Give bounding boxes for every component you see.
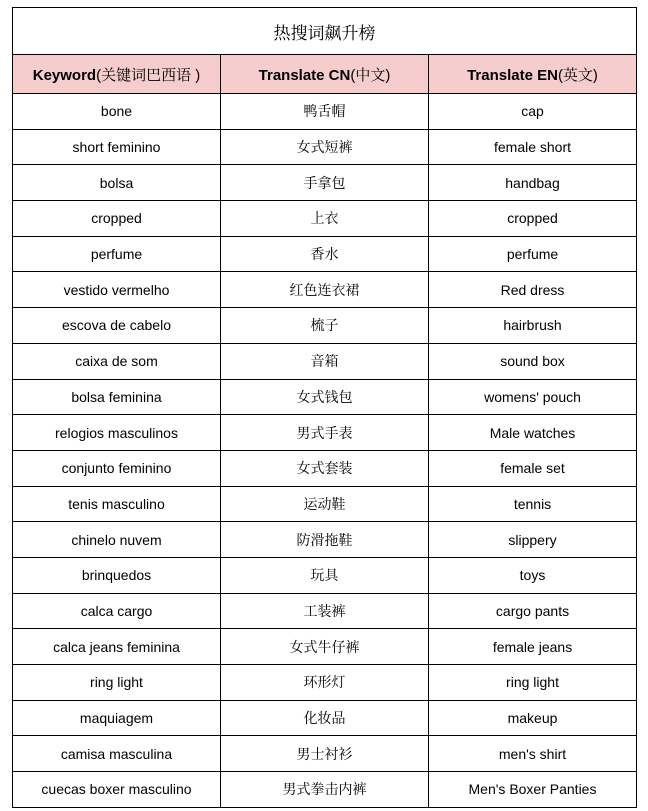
- translate-en-cell: ring light: [429, 665, 637, 701]
- keyword-cell: ring light: [13, 665, 221, 701]
- keyword-cell: vestido vermelho: [13, 272, 221, 308]
- translate-en-cell: Red dress: [429, 272, 637, 308]
- translate-cn-cell: 音箱: [221, 343, 429, 379]
- keyword-cell: relogios masculinos: [13, 415, 221, 451]
- table-row: [13, 165, 637, 201]
- column-header-translate-cn: [221, 55, 429, 94]
- keyword-cell: perfume: [13, 236, 221, 272]
- translate-cn-cell: 玩具: [221, 557, 429, 593]
- translate-cn-cell: 防滑拖鞋: [221, 522, 429, 558]
- translate-cn-cell: 女式套装: [221, 450, 429, 486]
- translate-cn-cell: 化妆品: [221, 700, 429, 736]
- translate-en-cell: Male watches: [429, 415, 637, 451]
- table-row: [13, 665, 637, 701]
- translate-cn-cell: 男式手表: [221, 415, 429, 451]
- translate-cn-cell: 环形灯: [221, 665, 429, 701]
- keyword-cell: short feminino: [13, 129, 221, 165]
- translate-cn-cell: 女式牛仔裤: [221, 629, 429, 665]
- translate-en-cell: female short: [429, 129, 637, 165]
- translate-cn-cell: 女式短裤: [221, 129, 429, 165]
- keyword-cell: conjunto feminino: [13, 450, 221, 486]
- trending-keywords-table-container: [12, 7, 636, 808]
- translate-en-cell: men's shirt: [429, 736, 637, 772]
- table-row: [13, 343, 637, 379]
- keyword-cell: chinelo nuvem: [13, 522, 221, 558]
- column-header-keyword: [13, 55, 221, 94]
- translate-cn-cell: 鸭舌帽: [221, 94, 429, 130]
- keyword-cell: bolsa: [13, 165, 221, 201]
- translate-en-cell: cap: [429, 94, 637, 130]
- table-row: [13, 522, 637, 558]
- keyword-cell: brinquedos: [13, 557, 221, 593]
- keyword-cell: calca jeans feminina: [13, 629, 221, 665]
- translate-en-cell: Men's Boxer Panties: [429, 772, 637, 808]
- translate-en-cell: female jeans: [429, 629, 637, 665]
- translate-en-cell: slippery: [429, 522, 637, 558]
- keyword-cell: tenis masculino: [13, 486, 221, 522]
- keyword-cell: cuecas boxer masculino: [13, 772, 221, 808]
- translate-en-cell: tennis: [429, 486, 637, 522]
- table-row: [13, 308, 637, 344]
- table-row: [13, 236, 637, 272]
- keyword-cell: bone: [13, 94, 221, 130]
- translate-cn-cell: 男式拳击内裤: [221, 772, 429, 808]
- title-row: [13, 8, 637, 55]
- column-header-translate-en: [429, 55, 637, 94]
- column-header-cn-main: Translate CN: [258, 66, 351, 84]
- column-header-en-main: Translate EN: [467, 66, 558, 84]
- translate-en-cell: hairbrush: [429, 308, 637, 344]
- keyword-cell: caixa de som: [13, 343, 221, 379]
- table-row: [13, 700, 637, 736]
- translate-cn-cell: 运动鞋: [221, 486, 429, 522]
- translate-cn-cell: 梳子: [221, 308, 429, 344]
- table-row: [13, 272, 637, 308]
- column-header-en-sub: (英文): [557, 66, 598, 84]
- table-row: [13, 379, 637, 415]
- translate-cn-cell: 女式钱包: [221, 379, 429, 415]
- table-body: [13, 94, 637, 808]
- table-row: [13, 772, 637, 808]
- translate-cn-cell: 上衣: [221, 201, 429, 237]
- table-row: [13, 415, 637, 451]
- table-row: [13, 557, 637, 593]
- keyword-cell: bolsa feminina: [13, 379, 221, 415]
- keyword-cell: escova de cabelo: [13, 308, 221, 344]
- translate-cn-cell: 红色连衣裙: [221, 272, 429, 308]
- keyword-cell: cropped: [13, 201, 221, 237]
- translate-cn-cell: 香水: [221, 236, 429, 272]
- keyword-cell: camisa masculina: [13, 736, 221, 772]
- translate-en-cell: cargo pants: [429, 593, 637, 629]
- translate-en-cell: handbag: [429, 165, 637, 201]
- header-row: [13, 55, 637, 94]
- translate-en-cell: makeup: [429, 700, 637, 736]
- keyword-cell: calca cargo: [13, 593, 221, 629]
- table-title: 热搜词飙升榜: [13, 8, 637, 55]
- translate-en-cell: sound box: [429, 343, 637, 379]
- table-row: [13, 486, 637, 522]
- translate-cn-cell: 工装裤: [221, 593, 429, 629]
- translate-en-cell: female set: [429, 450, 637, 486]
- column-header-keyword-main: Keyword: [32, 66, 97, 84]
- column-header-keyword-sub: (关键词巴西语 ): [96, 66, 201, 84]
- table-row: [13, 94, 637, 130]
- translate-en-cell: toys: [429, 557, 637, 593]
- table-row: [13, 629, 637, 665]
- translate-cn-cell: 手拿包: [221, 165, 429, 201]
- trending-keywords-table: [12, 7, 637, 808]
- table-row: [13, 736, 637, 772]
- table-row: [13, 129, 637, 165]
- table-row: [13, 201, 637, 237]
- translate-cn-cell: 男士衬衫: [221, 736, 429, 772]
- table-row: [13, 450, 637, 486]
- translate-en-cell: perfume: [429, 236, 637, 272]
- table-row: [13, 593, 637, 629]
- translate-en-cell: cropped: [429, 201, 637, 237]
- keyword-cell: maquiagem: [13, 700, 221, 736]
- translate-en-cell: womens' pouch: [429, 379, 637, 415]
- column-header-cn-sub: (中文): [350, 66, 391, 84]
